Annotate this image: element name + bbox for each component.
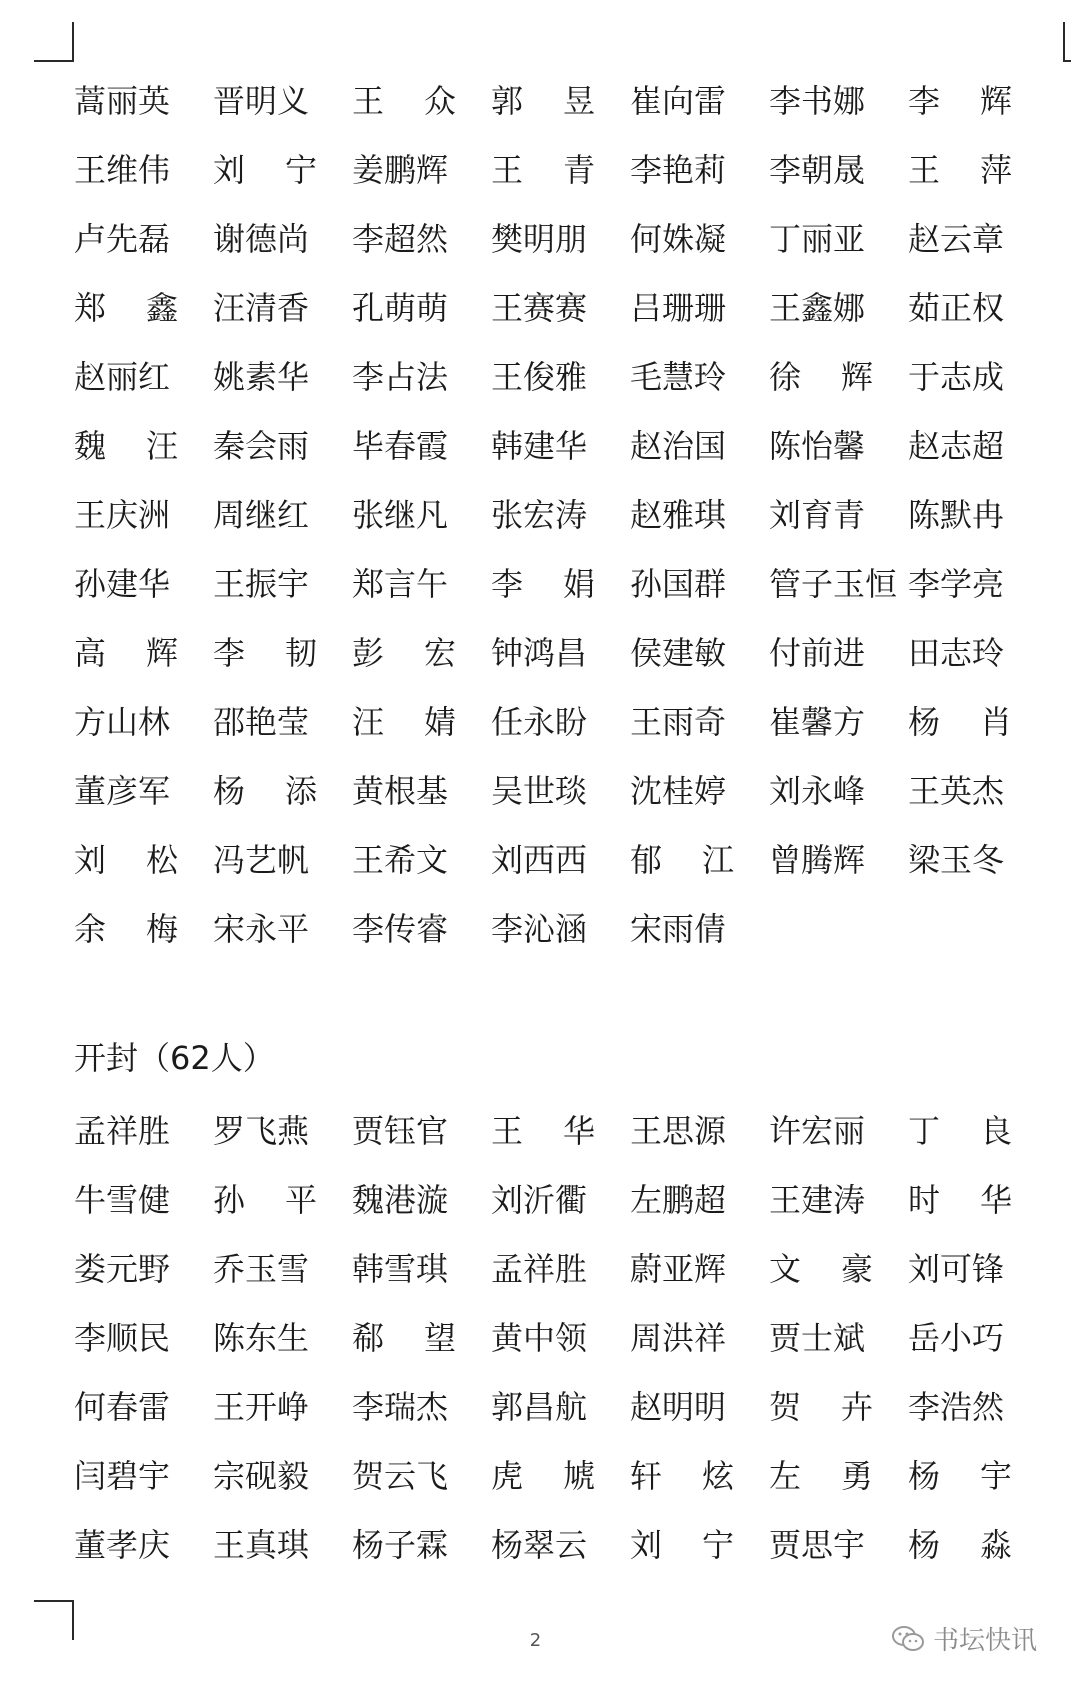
- name-cell: 晋明义: [213, 81, 310, 120]
- name-cell: 郁 江: [630, 840, 734, 879]
- name-cell: 陈默冉: [908, 495, 1005, 534]
- name-cell: 王思源: [630, 1111, 727, 1150]
- name-cell: 于志成: [908, 357, 1005, 396]
- name-cell: 刘 宁: [213, 150, 317, 189]
- name-cell: 杨 淼: [908, 1525, 1012, 1564]
- name-cell: 李浩然: [908, 1387, 1005, 1426]
- wechat-icon: [891, 1625, 925, 1653]
- name-cell: 秦会雨: [213, 426, 310, 465]
- name-cell: 魏 汪: [74, 426, 178, 465]
- name-cell: 余 梅: [74, 909, 178, 948]
- name-cell: 刘可锋: [908, 1249, 1005, 1288]
- name-cell: 王希文: [352, 840, 449, 879]
- name-cell: 王赛赛: [491, 288, 588, 327]
- name-cell: 樊明朋: [491, 219, 588, 258]
- name-cell: 王庆洲: [74, 495, 171, 534]
- name-cell: 董孝庆: [74, 1525, 171, 1564]
- watermark-text: 书坛快讯: [932, 1626, 1037, 1656]
- name-cell: 岳小巧: [908, 1318, 1005, 1357]
- name-cell: 彭 宏: [352, 633, 456, 672]
- name-cell: 贾士斌: [769, 1318, 866, 1357]
- name-cell: 蒿丽英: [74, 81, 171, 120]
- name-cell: 孔萌萌: [352, 288, 449, 327]
- name-cell: 杨 添: [213, 771, 317, 810]
- name-cell: 何姝凝: [630, 219, 727, 258]
- name-cell: 何春雷: [74, 1387, 171, 1426]
- name-row: [74, 618, 1034, 687]
- name-cell: 杨 肖: [908, 702, 1012, 741]
- name-cell: 陈怡馨: [769, 426, 866, 465]
- name-row: [74, 66, 1034, 135]
- name-cell: 王维伟: [74, 150, 171, 189]
- name-cell: 韩雪琪: [352, 1249, 449, 1288]
- name-cell: 宗砚毅: [213, 1456, 310, 1495]
- name-cell: 文 豪: [769, 1249, 873, 1288]
- name-cell: 丁丽亚: [769, 219, 866, 258]
- name-cell: 李 韧: [213, 633, 317, 672]
- name-row: [74, 1372, 1034, 1441]
- name-cell: 王俊雅: [491, 357, 588, 396]
- name-list-section-kaifeng: [74, 1096, 1034, 1579]
- name-cell: 毕春霞: [352, 426, 449, 465]
- name-cell: 谢德尚: [213, 219, 310, 258]
- name-cell: 李瑞杰: [352, 1387, 449, 1426]
- name-cell: 陈东生: [213, 1318, 310, 1357]
- name-cell: 刘 宁: [630, 1525, 734, 1564]
- name-row: [74, 342, 1034, 411]
- name-cell: 李沁涵: [491, 909, 588, 948]
- name-cell: 孟祥胜: [491, 1249, 588, 1288]
- name-cell: 王 华: [491, 1111, 595, 1150]
- name-cell: 崔向雷: [630, 81, 727, 120]
- name-cell: 王鑫娜: [769, 288, 866, 327]
- name-cell: 王 萍: [908, 150, 1012, 189]
- name-cell: 王真琪: [213, 1525, 310, 1564]
- name-cell: 左 勇: [769, 1456, 873, 1495]
- name-cell: 许宏丽: [769, 1111, 866, 1150]
- name-cell: 郭 昱: [491, 81, 595, 120]
- name-cell: 郭昌航: [491, 1387, 588, 1426]
- name-cell: 郗 望: [352, 1318, 456, 1357]
- name-cell: 娄元野: [74, 1249, 171, 1288]
- name-cell: 虎 虓: [491, 1456, 595, 1495]
- name-cell: 刘永峰: [769, 771, 866, 810]
- name-cell: 杨子霖: [352, 1525, 449, 1564]
- name-row: [74, 204, 1034, 273]
- page-number: 2: [529, 1630, 542, 1651]
- name-cell: 刘 松: [74, 840, 178, 879]
- name-cell: 李 辉: [908, 81, 1012, 120]
- name-cell: 李朝晟: [769, 150, 866, 189]
- name-cell: 李书娜: [769, 81, 866, 120]
- name-cell: 贾思宇: [769, 1525, 866, 1564]
- name-cell: 刘西西: [491, 840, 588, 879]
- name-row: [74, 1510, 1034, 1579]
- name-cell: 田志玲: [908, 633, 1005, 672]
- name-row: [74, 756, 1034, 825]
- name-cell: 汪清香: [213, 288, 310, 327]
- name-cell: 王雨奇: [630, 702, 727, 741]
- name-cell: 孙 平: [213, 1180, 317, 1219]
- name-cell: 宋永平: [213, 909, 310, 948]
- name-row: [74, 480, 1034, 549]
- name-row: [74, 549, 1034, 618]
- name-cell: 刘育青: [769, 495, 866, 534]
- name-cell: 闫碧宇: [74, 1456, 171, 1495]
- name-cell: 赵志超: [908, 426, 1005, 465]
- name-row: [74, 1234, 1034, 1303]
- name-cell: 李学亮: [908, 564, 1005, 603]
- name-cell: 孙国群: [630, 564, 727, 603]
- name-cell: 赵雅琪: [630, 495, 727, 534]
- name-cell: 李顺民: [74, 1318, 171, 1357]
- name-cell: 魏港漩: [352, 1180, 449, 1219]
- name-cell: 冯艺帆: [213, 840, 310, 879]
- name-row: [74, 411, 1034, 480]
- name-cell: 姜鹏辉: [352, 150, 449, 189]
- name-cell: 周继红: [213, 495, 310, 534]
- name-cell: 丁 良: [908, 1111, 1012, 1150]
- name-cell: 王开峥: [213, 1387, 310, 1426]
- name-cell: 邵艳莹: [213, 702, 310, 741]
- name-cell: 茹正权: [908, 288, 1005, 327]
- name-cell: 李占法: [352, 357, 449, 396]
- name-cell: 韩建华: [491, 426, 588, 465]
- name-cell: 王振宇: [213, 564, 310, 603]
- name-cell: 张宏涛: [491, 495, 588, 534]
- name-cell: 牛雪健: [74, 1180, 171, 1219]
- name-row: [74, 135, 1034, 204]
- name-row: [74, 1165, 1034, 1234]
- name-list-section-1: [74, 66, 1034, 963]
- watermark: [891, 1620, 1037, 1657]
- name-cell: 贺云飞: [352, 1456, 449, 1495]
- name-cell: 毛慧玲: [630, 357, 727, 396]
- name-cell: 董彦军: [74, 771, 171, 810]
- name-row: [74, 825, 1034, 894]
- name-cell: 赵治国: [630, 426, 727, 465]
- name-cell: 管子玉恒: [769, 564, 898, 603]
- name-cell: 李超然: [352, 219, 449, 258]
- name-cell: 李 娟: [491, 564, 595, 603]
- name-cell: 姚素华: [213, 357, 310, 396]
- name-cell: 刘沂衢: [491, 1180, 588, 1219]
- name-row: [74, 687, 1034, 756]
- name-cell: 乔玉雪: [213, 1249, 310, 1288]
- name-cell: 李传睿: [352, 909, 449, 948]
- name-cell: 轩 炫: [630, 1456, 734, 1495]
- name-cell: 贾钰官: [352, 1111, 449, 1150]
- name-cell: 侯建敏: [630, 633, 727, 672]
- name-row: [74, 1441, 1034, 1510]
- name-cell: 王英杰: [908, 771, 1005, 810]
- crop-mark-top-right: [1063, 22, 1071, 62]
- name-row: [74, 1096, 1034, 1165]
- name-cell: 黄中领: [491, 1318, 588, 1357]
- name-cell: 郑 鑫: [74, 288, 178, 327]
- name-cell: 张继凡: [352, 495, 449, 534]
- name-cell: 徐 辉: [769, 357, 873, 396]
- name-cell: 任永盼: [491, 702, 588, 741]
- name-cell: 曾腾辉: [769, 840, 866, 879]
- name-cell: 王 众: [352, 81, 456, 120]
- name-cell: 吴世琰: [491, 771, 588, 810]
- name-cell: 钟鸿昌: [491, 633, 588, 672]
- name-cell: 李艳莉: [630, 150, 727, 189]
- name-cell: 卢先磊: [74, 219, 171, 258]
- crop-mark-top-left: [34, 22, 74, 62]
- name-cell: 赵云章: [908, 219, 1005, 258]
- name-cell: 杨翠云: [491, 1525, 588, 1564]
- name-cell: 赵明明: [630, 1387, 727, 1426]
- name-cell: 宋雨倩: [630, 909, 727, 948]
- name-cell: 崔馨方: [769, 702, 866, 741]
- section-heading-kaifeng: 开封（62人）: [74, 1039, 275, 1077]
- name-cell: 罗飞燕: [213, 1111, 310, 1150]
- name-row: [74, 894, 1034, 963]
- name-cell: 汪 婧: [352, 702, 456, 741]
- name-cell: 方山林: [74, 702, 171, 741]
- name-cell: 郑言午: [352, 564, 449, 603]
- name-row: [74, 273, 1034, 342]
- name-cell: 赵丽红: [74, 357, 171, 396]
- name-cell: 蔚亚辉: [630, 1249, 727, 1288]
- name-cell: 黄根基: [352, 771, 449, 810]
- name-cell: 左鹏超: [630, 1180, 727, 1219]
- name-cell: 沈桂婷: [630, 771, 727, 810]
- name-cell: 梁玉冬: [908, 840, 1005, 879]
- name-cell: 王 青: [491, 150, 595, 189]
- name-cell: 贺 卉: [769, 1387, 873, 1426]
- name-cell: 吕珊珊: [630, 288, 727, 327]
- name-cell: 孙建华: [74, 564, 171, 603]
- name-cell: 付前进: [769, 633, 866, 672]
- name-cell: 杨 宇: [908, 1456, 1012, 1495]
- name-cell: 孟祥胜: [74, 1111, 171, 1150]
- name-cell: 周洪祥: [630, 1318, 727, 1357]
- name-cell: 王建涛: [769, 1180, 866, 1219]
- name-cell: 时 华: [908, 1180, 1012, 1219]
- name-cell: 高 辉: [74, 633, 178, 672]
- name-row: [74, 1303, 1034, 1372]
